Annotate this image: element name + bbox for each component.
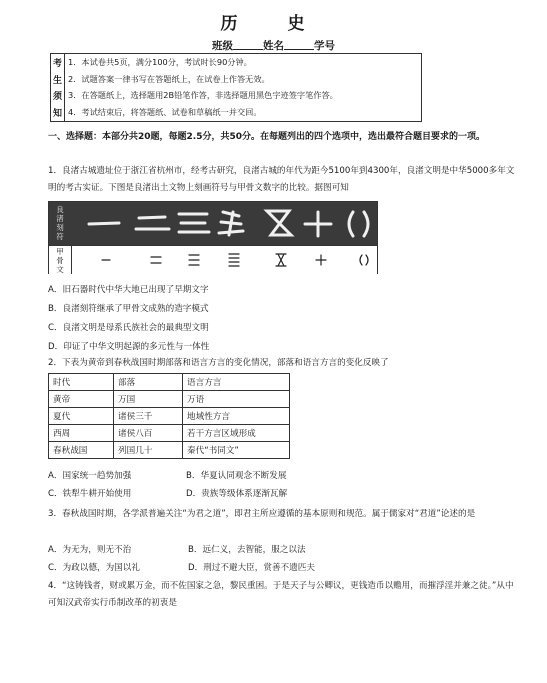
question-1-stem: 1．良渚古城遗址位于浙江省杭州市，经考古研究，良渚古城的年代为距今5100年到4300年，良渚文明是中华5000多年文明的考古实证。下图是良渚出土文物上刻画符号与甲骨文数字的比较。据图可知 bbox=[48, 166, 515, 193]
q3-option-a: A．为无为，则无不治 bbox=[48, 545, 132, 555]
student-info-line bbox=[0, 38, 547, 53]
name-blank bbox=[284, 39, 314, 50]
q2-option-b: B．华夏认同观念不断发展 bbox=[186, 471, 287, 481]
table-row: 春秋战国 列国几十 秦代“书同文” bbox=[49, 442, 290, 459]
notice-item: 3．在答题纸上，选择题用2B铅笔作答，非选择题用黑色字迹签字笔作答。 bbox=[68, 90, 338, 101]
table-row: 时代 部落 语言方言 bbox=[49, 374, 290, 391]
page-title: 历 史 bbox=[220, 14, 327, 34]
q1-option-a: A．旧石器时代中华大地已出现了早期文字 bbox=[48, 285, 209, 295]
class-label: 班级 bbox=[212, 40, 233, 52]
liangzhu-row-label: 良渚刻符 bbox=[56, 205, 64, 241]
question-3-stem: 3．春秋战国时期，各学派普遍关注“为君之道”，即君主所应遵循的基本原则和规范。属于儒家对“君道”论述的是 bbox=[48, 509, 476, 519]
name-label: 姓名 bbox=[263, 40, 284, 52]
question-2-stem: 2．下表为黄帝到春秋战国时期部落和语言方言的变化情况，部落和语言方言的变化反映了 bbox=[48, 358, 389, 368]
q1-option-d: D．印证了中华文明起源的多元性与一体性 bbox=[48, 342, 210, 352]
class-blank bbox=[233, 39, 263, 50]
oracle-row-label: 甲骨文 bbox=[56, 247, 64, 274]
tribe-language-table bbox=[48, 373, 290, 459]
q3-option-d: D．刑过不避大臣，赏善不遗匹夫 bbox=[188, 563, 315, 573]
q2-option-a: A．国家统一趋势加强 bbox=[48, 471, 132, 481]
id-label: 学号 bbox=[314, 40, 335, 52]
oracle-bone-numerals bbox=[49, 246, 379, 274]
notice-item: 4．考试结束后，将答题纸、试卷和草稿纸一并交回。 bbox=[68, 107, 262, 118]
q2-option-d: D．贵族等级体系逐渐瓦解 bbox=[186, 489, 288, 499]
table-row: 黄帝 万国 万语 bbox=[49, 391, 290, 408]
q1-option-c: C．良渚文明是母系氏族社会的最典型文明 bbox=[48, 323, 209, 333]
table-divider bbox=[71, 245, 72, 274]
notice-side-label: 考 生 须 知 bbox=[51, 54, 65, 121]
oracle-bone-row bbox=[49, 245, 377, 275]
table-row: 夏代 诸侯三千 地域性方言 bbox=[49, 408, 290, 425]
notice-item: 2．试题答案一律书写在答题纸上，在试卷上作答无效。 bbox=[68, 73, 270, 84]
liangzhu-symbols bbox=[49, 202, 379, 245]
q1-option-b: B．良渚刻符继承了甲骨文成熟的造字模式 bbox=[48, 304, 209, 314]
notice-item: 1．本试卷共5页，满分100分，考试时长90分钟。 bbox=[68, 56, 252, 67]
q3-option-c: C．为政以德，为国以礼 bbox=[48, 563, 140, 573]
notice-items bbox=[68, 54, 419, 121]
question-4-stem: 4．“这铸钱者，财或累万金，而不佐国家之急，黎民重困。于是天子与公卿议，更钱造币以赡用，而摧浮淫并兼之徒。”从中可知汉武帝实行币制改革的初衷是 bbox=[48, 581, 514, 608]
liangzhu-symbols-row bbox=[49, 202, 377, 245]
q2-option-c: C．铁犁牛耕开始使用 bbox=[48, 489, 132, 499]
glyph-comparison-figure bbox=[48, 201, 378, 274]
exam-notice-box bbox=[50, 53, 422, 122]
table-row: 西周 诸侯八百 若干方言区域形成 bbox=[49, 425, 290, 442]
section-heading: 一、选择题：本部分共20题，每题2.5分，共50分。在每题列出的四个选项中，选出最符合题目要求的一项。 bbox=[48, 132, 485, 142]
q3-option-b: B．远仁义，去智能，服之以法 bbox=[188, 545, 306, 555]
